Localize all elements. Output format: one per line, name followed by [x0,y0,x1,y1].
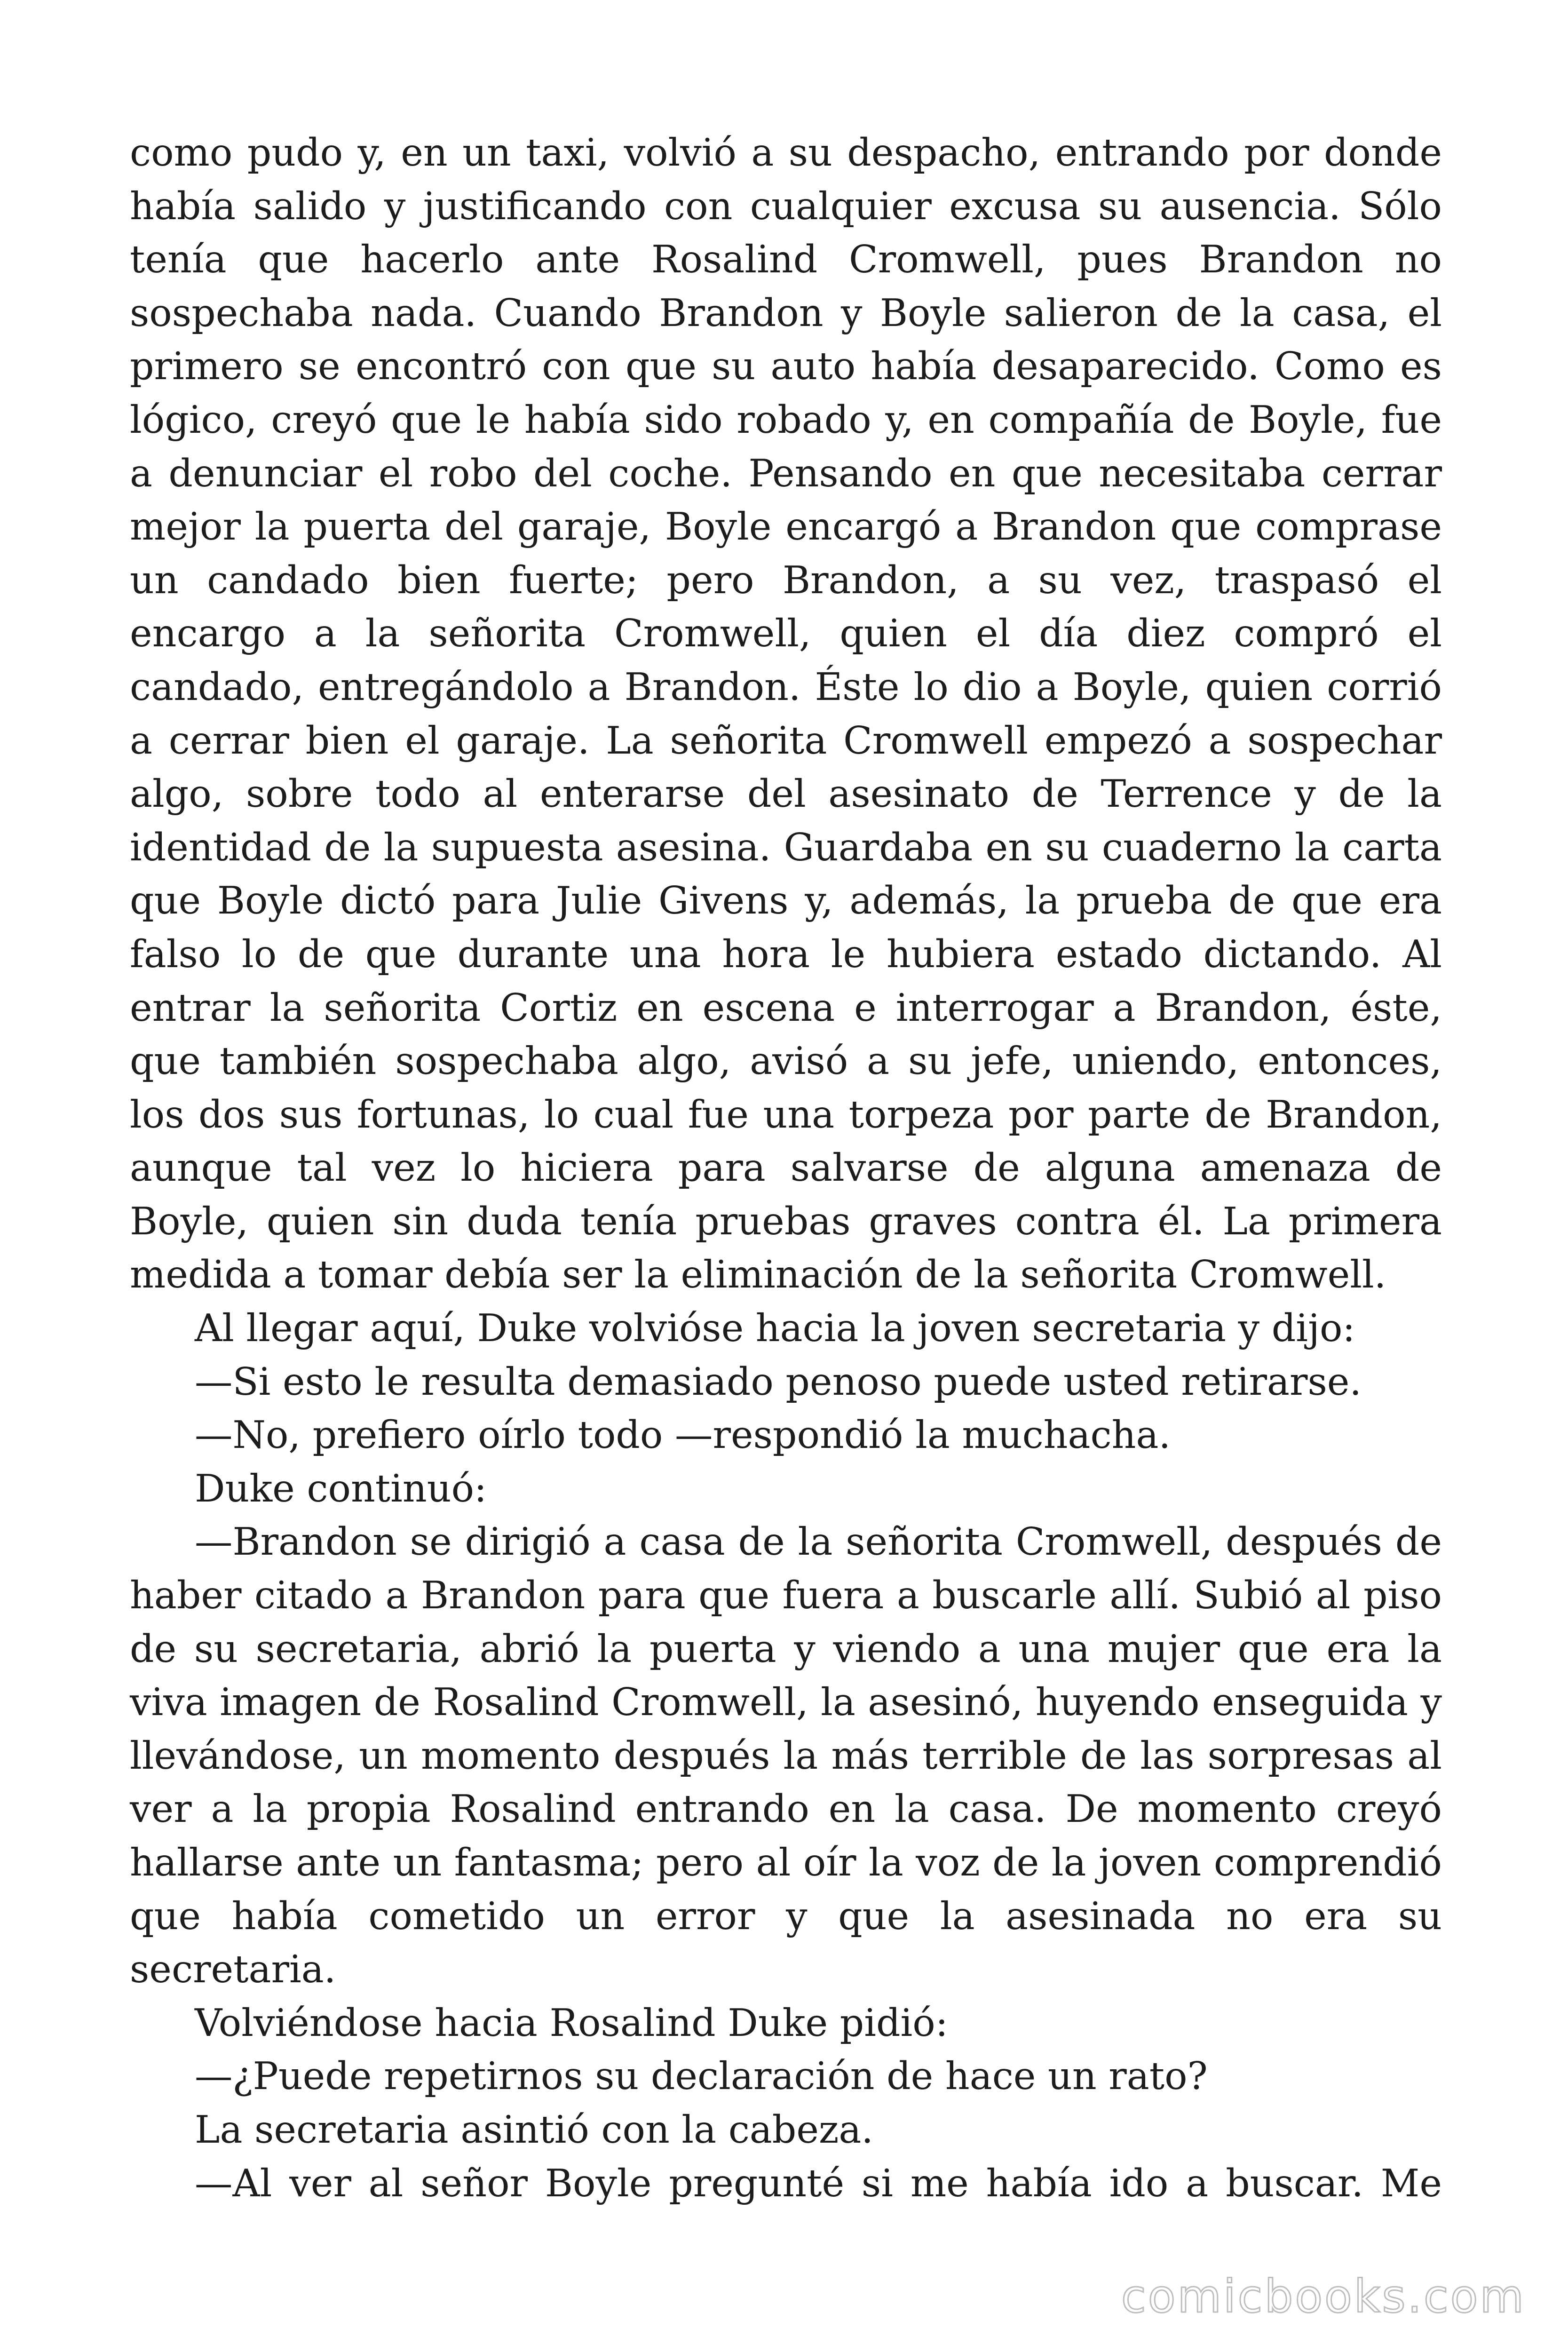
paragraph-6: —Brandon se dirigió a casa de la señorita Cromwell, después de haber citado a Brandon para que fuera a buscarle allí. Subió al piso de su secretaria, abrió la puerta y viendo a una mujer que era la viva imagen de Rosalind Cromwell, la asesinó, huyendo enseguida y llevándose, un momento después la más terrible de las sorpresas al ver a la propia Rosalind entrando en la casa. De momento creyó hallarse ante un fantasma; pero al oír la voz de la joven comprendió que había cometido un error y que la asesinada no era su secretaria. [130,1519,1442,1992]
paragraph-5: Duke continuó: [195,1466,487,1510]
paragraph-4: —No, prefiero oírlo todo —respondió la muchacha. [195,1413,1171,1457]
paragraph-7: Volviéndose hacia Rosalind Duke pidió: [195,2000,948,2045]
paragraph-10: —Al ver al señor Boyle pregunté si me había ido a buscar. Me [195,2161,1442,2205]
paragraph-3: —Si esto le resulta demasiado penoso puede usted retirarse. [195,1359,1362,1404]
paragraph-8: —¿Puede repetirnos su declaración de hace un rato? [195,2054,1208,2098]
book-page-text [130,126,1442,2210]
paragraph-1: como pudo y, en un taxi, volvió a su despacho, entrando por donde había salido y justificando con cualquier excusa su ausencia. Sólo tenía que hacerlo ante Rosalind Cromwell, pues Brandon no sospechaba nada. Cuando Brandon y Boyle salieron de la casa, el primero se encontró con que su auto había desaparecido. Como es lógico, creyó que le había sido robado y, en compañía de Boyle, fue a denunciar el robo del coche. Pensando en que necesitaba cerrar mejor la puerta del garaje, Boyle encargó a Brandon que comprase un candado bien fuerte; pero Brandon, a su vez, traspasó el encargo a la señorita Cromwell, quien el día diez compró el candado, entregándolo a Brandon. Éste lo dio a Boyle, quien corrió a cerrar bien el garaje. La señorita Cromwell empezó a sospechar algo, sobre todo al enterarse del asesinato de Terrence y de la identidad de la supuesta asesina. Guardaba en su cuaderno la carta que Boyle dictó para Julie Givens y, además, la prueba de que era falso lo de que durante una hora le hubiera estado dictando. Al entrar la señorita Cortiz en escena e interrogar a Brandon, éste, que también sospechaba algo, avisó a su jefe, uniendo, entonces, los dos sus fortunas, lo cual fue una torpeza por parte de Brandon, aunque tal vez lo hiciera para salvarse de alguna amenaza de Boyle, quien sin duda tenía pruebas graves contra él. La primera medida a tomar debía ser la eliminación de la señorita Cromwell. [130,130,1442,1297]
paragraph-9: La secretaria asintió con la cabeza. [195,2107,873,2152]
site-watermark: comicbooks.com [1121,2270,1526,2323]
paragraph-2: Al llegar aquí, Duke volvióse hacia la joven secretaria y dijo: [195,1306,1355,1351]
